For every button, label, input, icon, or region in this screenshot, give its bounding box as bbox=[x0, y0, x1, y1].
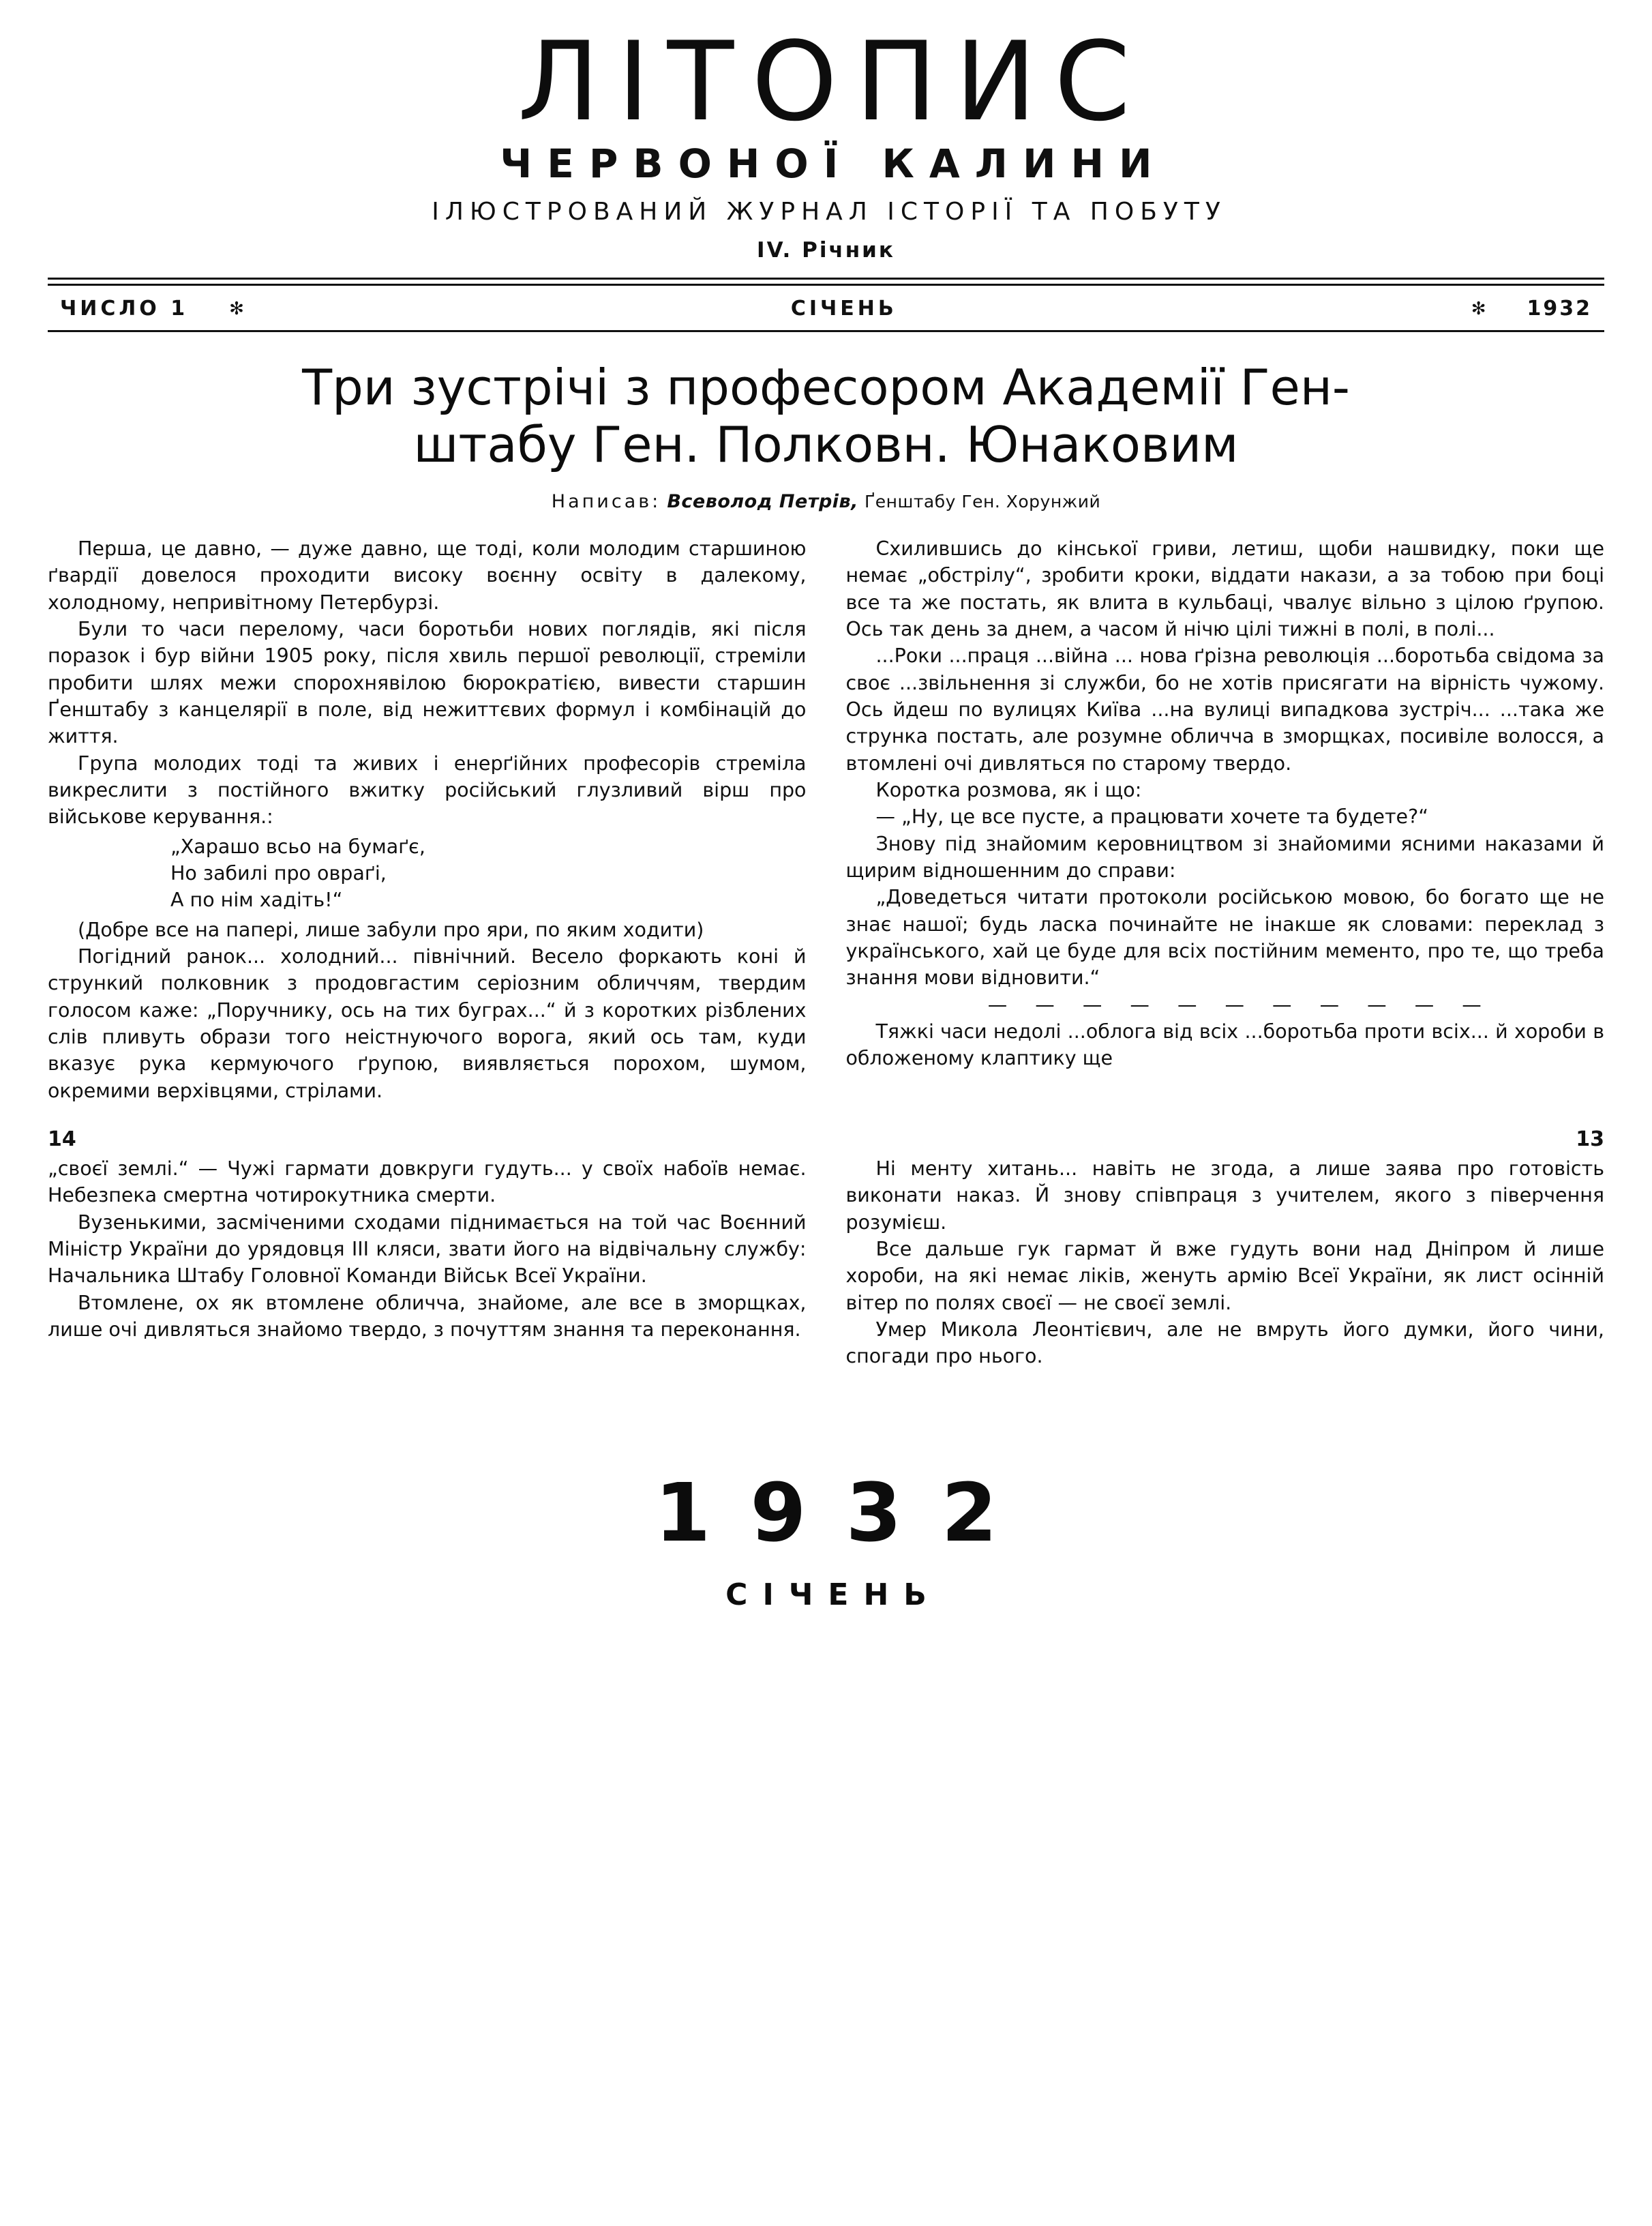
article-title-line-2: штабу Ген. Полковн. Юнаковим bbox=[413, 415, 1239, 473]
issue-line bbox=[48, 286, 1604, 330]
verse-block bbox=[48, 833, 807, 914]
article-columns-upper bbox=[48, 535, 1604, 1104]
byline-label: Написав: bbox=[551, 491, 661, 513]
column-left-upper bbox=[48, 535, 807, 1104]
paragraph: Погідний ранок... холодний... північний. Весело форкають коні й стрункий полковник з продовгастим серіозним обличчям, твердим голосом каже: „Поручнику, ось на тих буграх...“ й з коротких різблених слів пливуть образи того неістнуючого ворога, який ось там, куди вказує рука кермуючого ґрупою, виявляється порохом, шумом, окремими верхівцями, стрілами. bbox=[48, 945, 807, 1102]
paragraph: Група молодих тоді та живих і енерґійних професорів стреміла викреслити з постійного вжитку російський глузливий вірш про військове керування.: bbox=[48, 752, 807, 829]
magazine-tagline: ІЛЮСТРОВАНИЙ ЖУРНАЛ ІСТОРІЇ ТА ПОБУТУ bbox=[432, 198, 1227, 226]
byline-rank: Ґенштабу Ген. Хорунжий bbox=[864, 492, 1101, 512]
page-number-left: 14 bbox=[48, 1127, 76, 1151]
column-left-lower bbox=[48, 1155, 807, 1370]
issue-year: 1932 bbox=[1527, 297, 1592, 321]
footer-month: СІЧЕНЬ bbox=[725, 1577, 942, 1612]
magazine-title: ЛІТОПИС bbox=[517, 18, 1148, 145]
paragraph: — „Ну, це все пусте, а працювати хочете та будете?“ bbox=[875, 805, 1428, 829]
verse-line: Но забилі про овраґі, bbox=[170, 861, 387, 885]
paragraph: (Добре все на папері, лише забули про яри, по яким ходити) bbox=[78, 918, 704, 941]
paragraph: „своєї землі.“ — Чужі гармати довкруги гудуть... у своїх набоїв немає. Небезпека смертна чотирокутника смерти. bbox=[48, 1157, 807, 1207]
paragraph: Коротка розмова, як і що: bbox=[875, 778, 1142, 801]
article-title-line-1: Три зустрічі з професором Академії Ген- bbox=[302, 359, 1350, 416]
column-right-lower bbox=[846, 1155, 1605, 1370]
star-ornament-right: ✻ bbox=[1471, 298, 1486, 319]
paragraph: Знову під знайомим керовництвом зі знайомими ясними наказами й щирим відношенним до справи: bbox=[845, 832, 1604, 882]
paragraph: Були то часи перелому, часи боротьби нових поглядів, які після поразок і бур війни 1905 року, після хвиль першої революції, стреміли пробити шлях межи спорохнявілою бюрократією, вивести старшин Ґенштабу з канцелярії в поле, від нежиттєвих формул і комбінацій до життя. bbox=[48, 618, 807, 748]
paragraph: Перша, це давно, — дуже давно, ще тоді, коли молодим старшиною ґвардії довелося проходити високу воєнну освіту в далекому, холодному, непривітному Петербурзі. bbox=[48, 537, 807, 614]
paragraph: Все дальше гук гармат й вже гудуть вони над Дніпром й лише хороби, на які немає ліків, женуть армію Всеї України, як лист осінній вітер по полях своєї — не своєї землі. bbox=[845, 1237, 1604, 1314]
column-right-upper bbox=[846, 535, 1605, 1104]
page-number-right: 13 bbox=[1576, 1127, 1604, 1151]
verse-line: „Харашо всьо на бумаґє, bbox=[170, 835, 425, 858]
footer-year: 1932 bbox=[655, 1465, 1037, 1560]
verse-line: А по нім хадіть!“ bbox=[170, 889, 343, 912]
issue-month: СІЧЕНЬ bbox=[790, 297, 897, 321]
folio-row bbox=[48, 1127, 1604, 1151]
issue-number: ЧИСЛО 1 bbox=[60, 297, 189, 321]
article-title bbox=[48, 359, 1604, 473]
star-ornament-left: ✻ bbox=[229, 298, 244, 319]
article-columns-lower bbox=[48, 1155, 1604, 1370]
masthead-divider-top bbox=[48, 278, 1604, 286]
paragraph: Втомлене, ох як втомлене обличча, знайоме, але все в зморщках, лише очі дивляться знайомо твердо, з почуттям знання та переконання. bbox=[48, 1291, 807, 1341]
paragraph: ...Роки ...праця ...війна ... нова ґрізна революція ...боротьба свідома за своє ...звільнення зі служби, бо не хотів присягати на вірність чужому. Ось йдеш по вулицях Київа ...на вулиці випадкова зустріч... ...така же струнка постать, але розумне обличча в зморщках, посивіле волосся, а втомлені очі дивляться по старому твердо. bbox=[845, 644, 1604, 775]
magazine-subtitle: ЧЕРВОНОЇ КАЛИНИ bbox=[500, 140, 1167, 187]
volume-label: IV. Річник bbox=[757, 238, 895, 263]
paragraph: Тяжкі часи недолі ...облога від всіх ...боротьба проти всіх... й хороби в обложеному клаптику ще bbox=[845, 1020, 1604, 1070]
paragraph: Вузенькими, засміченими сходами піднимається на той час Воєнний Міністр України до урядовця III кляси, звати його на відвічальну службу: Начальника Штабу Головної Команди Військ Всеї України. bbox=[48, 1211, 807, 1288]
paragraph: Умер Микола Леонтієвич, але не вмруть його думки, його чини, спогади про нього. bbox=[845, 1318, 1604, 1368]
article-byline bbox=[48, 491, 1604, 512]
paragraph: Схилившись до кінської гриви, летиш, щоби нашвидку, поки ще немає „обстрілу“, зробити кроки, віддати накази, а за тобою при боці все та же постать, як влита в кульбаці, чвалує вільно з цілою ґрупою. Ось так день за днем, а часом й нічю цілі тижні в полі, в полі... bbox=[845, 537, 1604, 641]
paragraph: „Доведеться читати протоколи російською мовою, бо богато ще не знає нашої; будь ласка починайте не інакше як словами: переклад з українського, хай це буде для всіх постійним мементо, про те, що треба знання мови відновити.“ bbox=[845, 886, 1604, 990]
masthead-divider-bottom bbox=[48, 330, 1604, 332]
dash-separator: — — — — — — — — — — — bbox=[987, 993, 1492, 1016]
byline-author: Всеволод Петрів, bbox=[667, 491, 858, 513]
paragraph: Ні менту хитань... навіть не згода, а лише заява про готовість виконати наказ. Й знову співпраця з учителем, якого з піверчення розумієш. bbox=[845, 1157, 1604, 1234]
masthead bbox=[48, 0, 1604, 263]
